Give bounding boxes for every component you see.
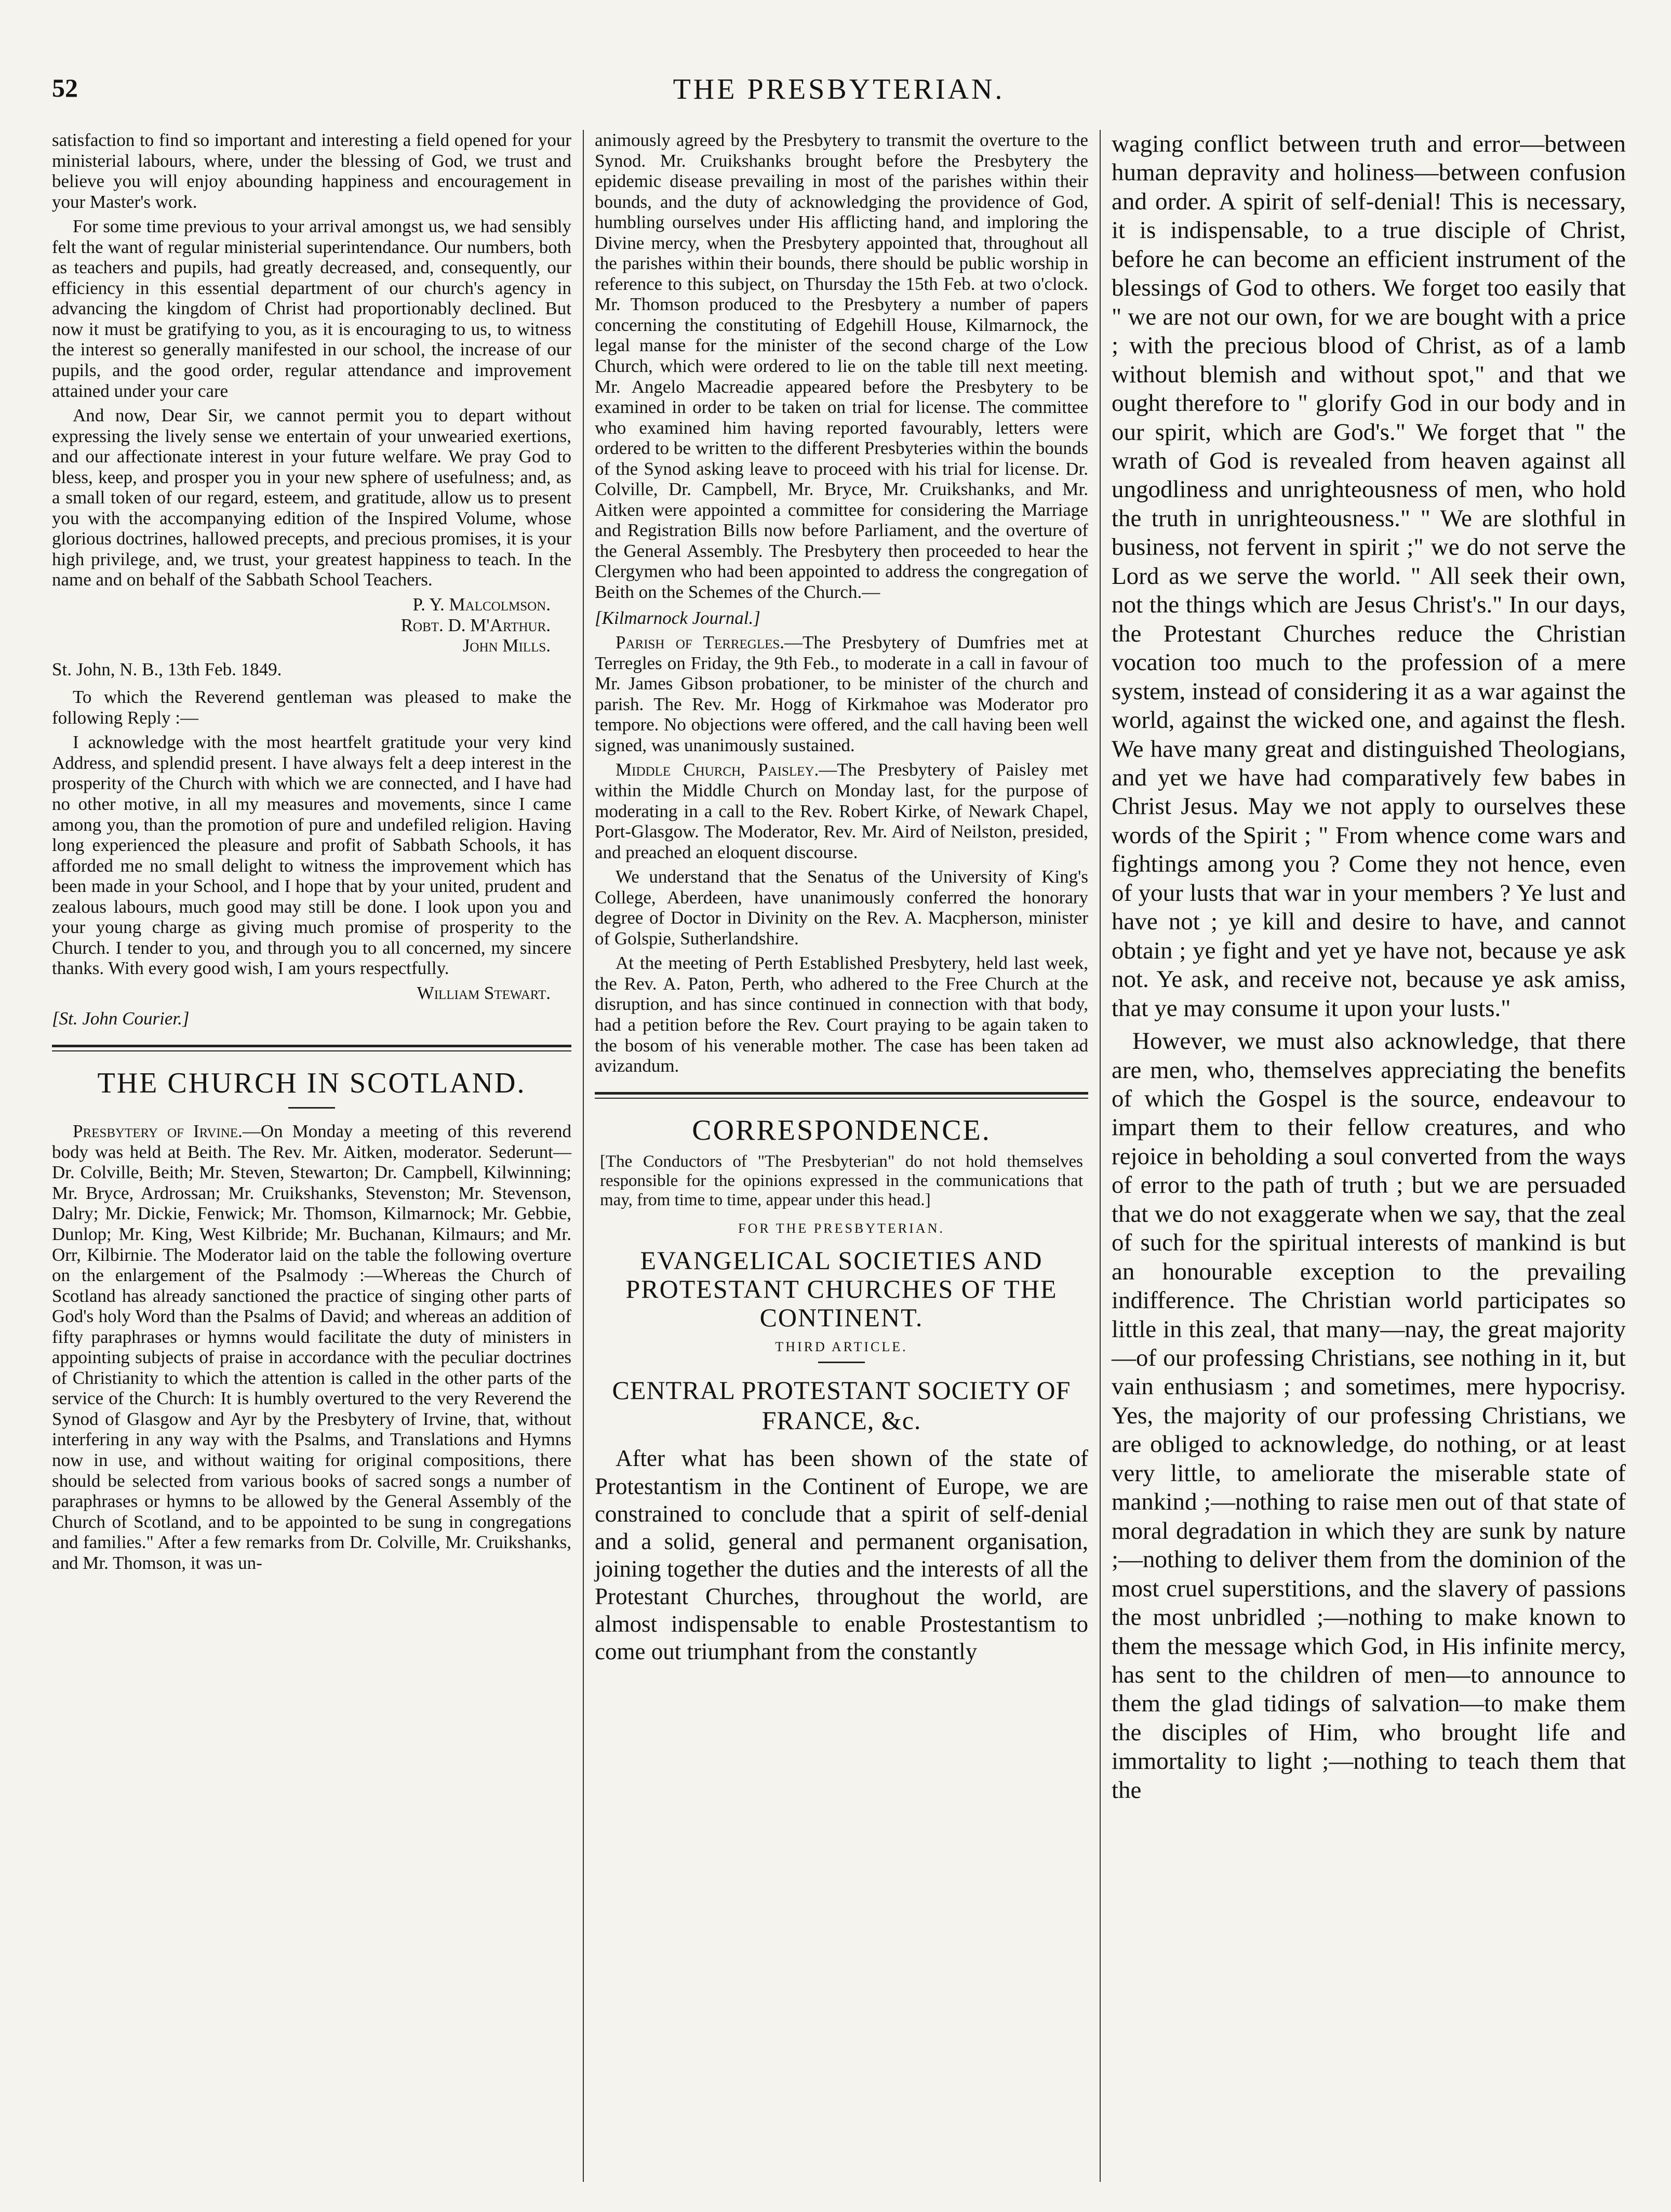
- item-lead: Presbytery of Irvine.: [73, 1121, 243, 1142]
- paragraph: —The Presbytery of Paisley met within the Middle Church on Monday last, for the purpose of moderating in a call to the Rev. Robert Kirke, of Newark Chapel, Port-Glasgow. The Moderator, Rev. Mr. Aird of Neilston, presided, and preached an eloquent discourse.: [595, 759, 1088, 862]
- running-title: THE PRESBYTERIAN.: [673, 73, 1005, 105]
- paragraph: waging conflict between truth and error—between human depravity and holiness—between confusion and order. A spirit of self-denial! This is necessary, it is indispensable, to a true disciple of Christ, before he can become an efficient instrument of the blessings of God to others. We forget too easily that " we are not our own, for we are bought with a price ; with the precious blood of Christ, as of a lamb without blemish and without spot," and that we ought therefore to " glorify God in our body and in our spirit, which are God's." We forget that " the wrath of God is revealed from heaven against all ungodliness and unrighteousness of men, who hold the truth in unrighteousness." " We are slothful in business, not fervent in spirit ;" we do not serve the Lord as we serve the world. " All seek their own, not the things which are Jesus Christ's." In our days, the Protestant Churches reduce the Christian vocation too much to the profession of a mere system, instead of considering it as a war against the world, against the wicked one, and against the flesh. We have many great and distinguished Theologians, and yet we have had comparatively few babes in Christ Jesus. May we not apply to ourselves these words of the Spirit ; " From whence come wars and fightings among you ? Come they not hence, even of your lusts that war in your members ? Ye lust and have not ; ye kill and desire to have, and cannot obtain ; ye fight and yet ye have not, because ye ask not. Ye ask, and receive not, because ye ask amiss, that ye may consume it upon your lusts.": [1112, 130, 1626, 1022]
- paragraph: For some time previous to your arrival amongst us, we had sensibly felt the want of regular ministerial superintendance. Our numbers, both as teachers and pupils, had greatly decreased, and, consequently, our efficiency in this essential department of our church's agency in advancing the kingdom of Christ had proportionably declined. But now it must be gratifying to you, as it is encouraging to us, to witness the interest so generally manifested in our school, the increase of our pupils, and the good order, regular attendance and improvement attained under your care: [52, 216, 571, 401]
- signature: Robt. D. M'Arthur.: [400, 615, 551, 635]
- byline: FOR THE PRESBYTERIAN.: [738, 1220, 945, 1236]
- column-3: [1112, 130, 1626, 1809]
- paragraph: However, we must also acknowledge, that there are men, who, themselves appreciating the benefits of which the Gospel is the source, endeavour to impart them to their fellow creatures, and who rejoice in beholding a soul converted from the ways of error to the path of truth ; but we are persuaded that we do not exaggerate when we say, that the zeal of such for the spiritual interests of mankind is but an honourable exception to the prevailing indifference. The Christian world participates so little in this zeal, that many—nay, the great majority—of our professing Christians, see nothing in it, but vain enthusiasm ; and sometimes, mere hypocrisy. Yes, the majority of our professing Christians, we are obliged to acknowledge, do nothing, or at least very little, to ameliorate the miserable state of mankind ;—nothing to raise men out of that state of moral degradation in which they are sunk by nature ;—nothing to deliver them from the dominion of the most cruel superstitions, and the slavery of passions the most unbridled ;—nothing to make known to them the message which God, in His infinite mercy, has sent to the children of men—to announce to them the glad tidings of salvation—to make them the disciples of Him, who brought life and immortality to light ;—nothing to teach them that the: [1112, 1028, 1626, 1804]
- article-subtitle: THIRD ARTICLE.: [775, 1339, 908, 1355]
- column-1: [52, 130, 571, 1577]
- signature: John Mills.: [462, 635, 551, 656]
- dateline: St. John, N. B., 13th Feb. 1849.: [52, 659, 282, 679]
- short-rule: [818, 1362, 865, 1363]
- short-rule: [288, 1107, 335, 1109]
- editorial-note: [The Conductors of "The Presbyterian" do not hold themselves responsible for the opinions expressed in the communications that may, from time to time, appear under this head.]: [600, 1152, 1083, 1210]
- section-title: THE CHURCH IN SCOTLAND.: [97, 1067, 526, 1099]
- paragraph: —On Monday a meeting of this reverend body was held at Beith. The Rev. Mr. Aitken, moderator. Sederunt—Dr. Colville, Beith; Mr. Steven, Stewarton; Dr. Campbell, Kilwinning; Mr. Bryce, Ardrossan; Mr. Cruikshanks, Stevenston; Mr. Stevenson, Dalry; Mr. Dickie, Fenwick; Mr. Thomson, Kilmarnock; Mr. Gebbie, Dunlop; Mr. King, West Kilbride; Mr. Buchanan, Kilmaurs; and Mr. Orr, Kilbirnie. The Moderator laid on the table the following overture on the enlargement of the Psalmody :—Whereas the Church of Scotland has already sanctioned the practice of singing other parts of God's holy Word than the Psalms of David; and whereas an addition of fifty paraphrases or hymns would facilitate the duty of ministers in appointing subjects of praise in accordance with the peculiar doctrines of Christianity to which the attention is called in the other parts of the service of the Church: It is humbly overtured to the very Reverend the Synod of Glasgow and Ayr by the Presbytery of Irvine, that, without interfering in any way with the Psalms, and Translations and Hymns now in use, and without waiting for original compositions, there should be selected from various books of sacred songs a number of paraphrases or hymns to be allowed by the General Assembly of the Church of Scotland, and to be appointed to be sung in congregations and families." After a few remarks from Dr. Colville, Mr. Cruikshanks, and Mr. Thomson, it was un-: [52, 1121, 571, 1573]
- article-title: EVANGELICAL SOCIETIES AND PROTESTANT CHURCHES OF THE CONTINENT.: [625, 1246, 1058, 1332]
- signature: P. Y. Malcolmson.: [412, 594, 551, 615]
- item-lead: Middle Church, Paisley.: [616, 759, 819, 780]
- paragraph: After what has been shown of the state of Protestantism in the Continent of Europe, we are constrained to conclude that a spirit of self-denial and a solid, general and permanent organisation, joining together the duties and the interests of all the Protestant Churches, throughout the world, are almost indispensable to enable Prostestantism to come out triumphant from the constantly: [595, 1445, 1088, 1665]
- page-header: [52, 62, 1626, 119]
- source-credit: [St. John Courier.]: [52, 1008, 190, 1029]
- page-number: 52: [52, 73, 78, 102]
- paragraph: —The Presbytery of Dumfries met at Terregles on Friday, the 9th Feb., to moderate in a call in favour of Mr. James Gibson probationer, to be minister of the church and parish. The Rev. Mr. Hogg of Kirkmahoe was Moderator pro tempore. No objections were offered, and the call having been well signed, was unanimously sustained.: [595, 632, 1088, 755]
- signature: William Stewart.: [417, 982, 551, 1003]
- paragraph: animously agreed by the Presbytery to transmit the overture to the Synod. Mr. Cruikshanks brought before the Presbytery the epidemic disease prevailing in most of the parishes within their bounds, and the duty of acknowledging the providence of God, humbling ourselves under His afflicting hand, and imploring the Divine mercy, when the Presbytery appointed that, throughout all the parishes within their bounds, there should be public worship in reference to this subject, on Thursday the 15th Feb. at two o'clock. Mr. Thomson produced to the Presbytery a number of papers concerning the constituting of Edgehill House, Kilmarnock, the legal manse for the minister of the second charge of the Low Church, which were ordered to lie on the table till next meeting. Mr. Angelo Macreadie appeared before the Presbytery to be examined in order to be taken on trial for license. The committee who examined him having reported favourably, letters were ordered to be written to the different Presbyteries within the bounds of the Synod asking leave to proceed with his trial for license. Dr. Colville, Dr. Campbell, Mr. Bryce, Mr. Cruikshanks, and Mr. Aitken were appointed a committee for considering the Marriage and Registration Bills now before Parliament, and the overture of the General Assembly. The Presbytery then proceeded to hear the Clergymen who had been appointed to address the congregation of Beith on the Schemes of the Church.—: [595, 130, 1088, 603]
- section-divider: [595, 1092, 1088, 1099]
- paragraph: And now, Dear Sir, we cannot permit you to depart without expressing the lively sense we entertain of your unwearied exertions, and our affectionate interest in your future welfare. We pray God to bless, keep, and prosper you in your new sphere of usefulness; and, as a small token of our regard, esteem, and gratitude, allow us to present you with the accompanying edition of the Inspired Volume, whose glorious doctrines, hallowed precepts, and precious promises, it is your high privilege, and, we trust, your greatest happiness to teach. In the name and on behalf of the Sabbath School Teachers.: [52, 405, 571, 590]
- column-rule: [1100, 130, 1101, 2182]
- source-credit: [Kilmarnock Journal.]: [595, 607, 760, 628]
- paragraph: At the meeting of Perth Established Presbytery, held last week, the Rev. A. Paton, Perth, who adhered to the Free Church at the disruption, and has since continued in connection with that body, had a petition before the Rev. Court praying to be again taken to the bosom of his venerable mother. The case has been taken ad avizandum.: [595, 953, 1088, 1076]
- paragraph: To which the Reverend gentleman was pleased to make the following Reply :—: [52, 687, 571, 728]
- item-lead: Parish of Terregles.: [616, 632, 785, 653]
- paragraph: We understand that the Senatus of the University of King's College, Aberdeen, have unanimously conferred the honorary degree of Doctor in Divinity on the Rev. A. Macpherson, minister of Golspie, Sutherlandshire.: [595, 867, 1088, 949]
- paragraph: I acknowledge with the most heartfelt gratitude your very kind Address, and splendid present. I have always felt a deep interest in the prosperity of the Church with which we are connected, and I have had no other motive, in all my measures and movements, since I came among you, than the promotion of pure and undefiled religion. Having long experienced the pleasure and profit of Sabbath Schools, it has afforded me no small delight to witness the improvement which has been made in your School, and I hope that by your united, prudent and zealous labours, much good may still be done. I look upon you and your young charge as giving much promise of prosperity to the Church. I tender to you, and through you to all concerned, my sincere thanks. With every good wish, I am yours respectfully.: [52, 732, 571, 979]
- section-divider: [52, 1045, 571, 1051]
- subsection-title: CENTRAL PROTESTANT SOCIETY OF FRANCE, &c.: [612, 1376, 1071, 1435]
- paragraph: satisfaction to find so important and interesting a field opened for your ministerial labours, where, under the blessing of God, we trust and believe you will enjoy abounding happiness and encouragement in your Master's work.: [52, 130, 571, 212]
- column-2: [595, 130, 1088, 1670]
- section-title: CORRESPONDENCE.: [692, 1114, 991, 1147]
- column-rule: [583, 130, 584, 2182]
